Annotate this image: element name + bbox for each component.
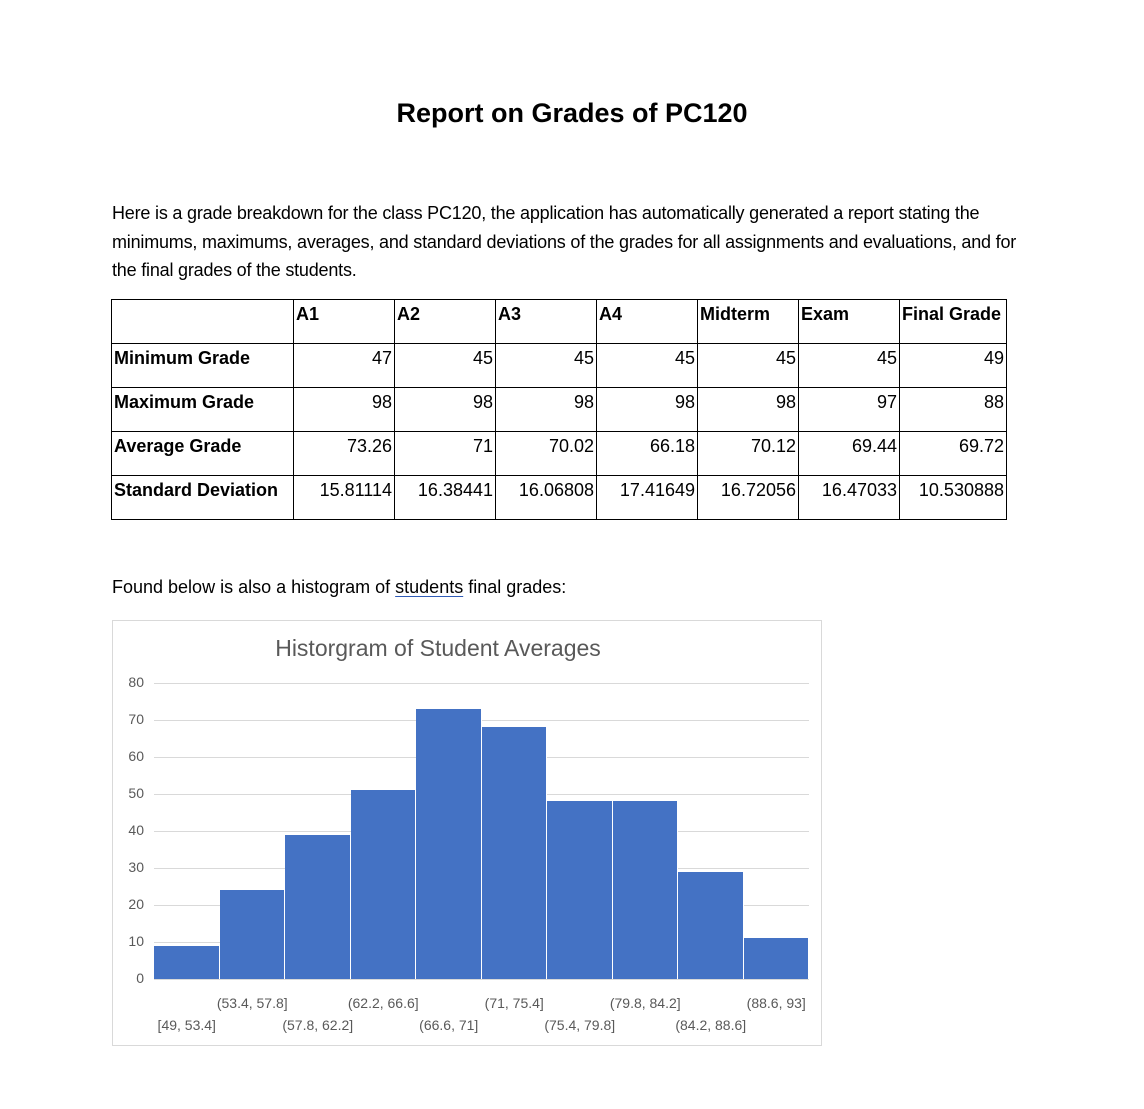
y-tick-label: 60 (128, 748, 144, 764)
x-tick-label: [49, 53.4] (157, 1017, 216, 1033)
x-tick-label: (66.6, 71] (419, 1017, 479, 1033)
header-cell (112, 300, 294, 344)
table-cell: 45 (597, 344, 698, 388)
histogram-bar[interactable] (482, 727, 548, 979)
histogram-bar[interactable] (416, 709, 482, 979)
header-cell: A3 (496, 300, 597, 344)
table-row (112, 432, 1007, 476)
table-cell: 45 (395, 344, 496, 388)
header-cell: Midterm (698, 300, 799, 344)
y-tick-label: 30 (128, 859, 144, 875)
histogram-intro (112, 577, 566, 598)
table-cell: 47 (294, 344, 395, 388)
grade-stats-table (111, 299, 1007, 520)
histogram-bar[interactable] (613, 801, 679, 979)
document-title: Report on Grades of PC120 (396, 98, 748, 128)
row-label: Minimum Grade (112, 344, 294, 388)
x-tick-label: (53.4, 57.8] (216, 995, 288, 1011)
table-row (112, 388, 1007, 432)
chart-title: Historgram of Student Averages (275, 635, 601, 661)
x-tick-label: (75.4, 79.8] (544, 1017, 616, 1033)
x-tick-label: (62.2, 66.6] (347, 995, 419, 1011)
table-cell: 69.72 (900, 432, 1007, 476)
gridline (154, 683, 809, 684)
table-cell: 45 (496, 344, 597, 388)
table-cell: 16.06808 (496, 476, 597, 520)
intro-paragraph: Here is a grade breakdown for the class PC120, the application has automatically generated a report stating the minimums, maximums, averages, and standard deviations of the grades for all assignments and evaluations, and for the final grades of the students. (112, 203, 1017, 280)
table-cell: 98 (294, 388, 395, 432)
table-row (112, 476, 1007, 520)
x-tick-label: (88.6, 93] (746, 995, 806, 1011)
table-cell: 15.81114 (294, 476, 395, 520)
gridline (154, 720, 809, 721)
table-row (112, 344, 1007, 388)
y-tick-label: 0 (136, 970, 144, 986)
histogram-bar[interactable] (154, 946, 220, 979)
histogram-bar[interactable] (678, 872, 744, 979)
y-tick-label: 80 (128, 674, 144, 690)
histogram-intro-after: final grades: (463, 577, 567, 597)
y-tick-label: 70 (128, 711, 144, 727)
table-cell: 71 (395, 432, 496, 476)
table-cell: 98 (597, 388, 698, 432)
histogram-bar[interactable] (744, 938, 810, 979)
row-label: Standard Deviation (112, 476, 294, 520)
spellcheck-underlined-word: students (395, 577, 464, 597)
header-cell: A4 (597, 300, 698, 344)
histogram-chart[interactable] (112, 620, 822, 1046)
plot-area (128, 674, 809, 1033)
y-tick-label: 50 (128, 785, 144, 801)
x-tick-label: (79.8, 84.2] (609, 995, 681, 1011)
table-cell: 10.530888 (900, 476, 1007, 520)
table-header-row (112, 300, 1007, 344)
histogram-bar[interactable] (285, 835, 351, 979)
header-cell: A1 (294, 300, 395, 344)
table-cell: 45 (698, 344, 799, 388)
table-cell: 69.44 (799, 432, 900, 476)
histogram-bar[interactable] (220, 890, 286, 979)
y-tick-label: 40 (128, 822, 144, 838)
table-cell: 98 (698, 388, 799, 432)
header-cell: Exam (799, 300, 900, 344)
histogram-bar[interactable] (547, 801, 613, 979)
table-cell: 66.18 (597, 432, 698, 476)
header-cell: Final Grade (900, 300, 1007, 344)
table-cell: 70.12 (698, 432, 799, 476)
gridline (154, 979, 809, 980)
table-cell: 88 (900, 388, 1007, 432)
table-cell: 98 (496, 388, 597, 432)
histogram-intro-before: Found below is also a histogram of (112, 577, 396, 597)
table-cell: 16.47033 (799, 476, 900, 520)
table-cell: 98 (395, 388, 496, 432)
x-tick-label: (57.8, 62.2] (282, 1017, 354, 1033)
table-cell: 49 (900, 344, 1007, 388)
y-tick-label: 10 (128, 933, 144, 949)
table-cell: 16.38441 (395, 476, 496, 520)
x-tick-label: (84.2, 88.6] (675, 1017, 747, 1033)
histogram-bar[interactable] (351, 790, 417, 979)
table-cell: 70.02 (496, 432, 597, 476)
row-label: Average Grade (112, 432, 294, 476)
x-tick-label: (71, 75.4] (484, 995, 544, 1011)
table-cell: 73.26 (294, 432, 395, 476)
table-cell: 16.72056 (698, 476, 799, 520)
table-cell: 97 (799, 388, 900, 432)
table-cell: 45 (799, 344, 900, 388)
row-label: Maximum Grade (112, 388, 294, 432)
table-cell: 17.41649 (597, 476, 698, 520)
y-tick-label: 20 (128, 896, 144, 912)
header-cell: A2 (395, 300, 496, 344)
